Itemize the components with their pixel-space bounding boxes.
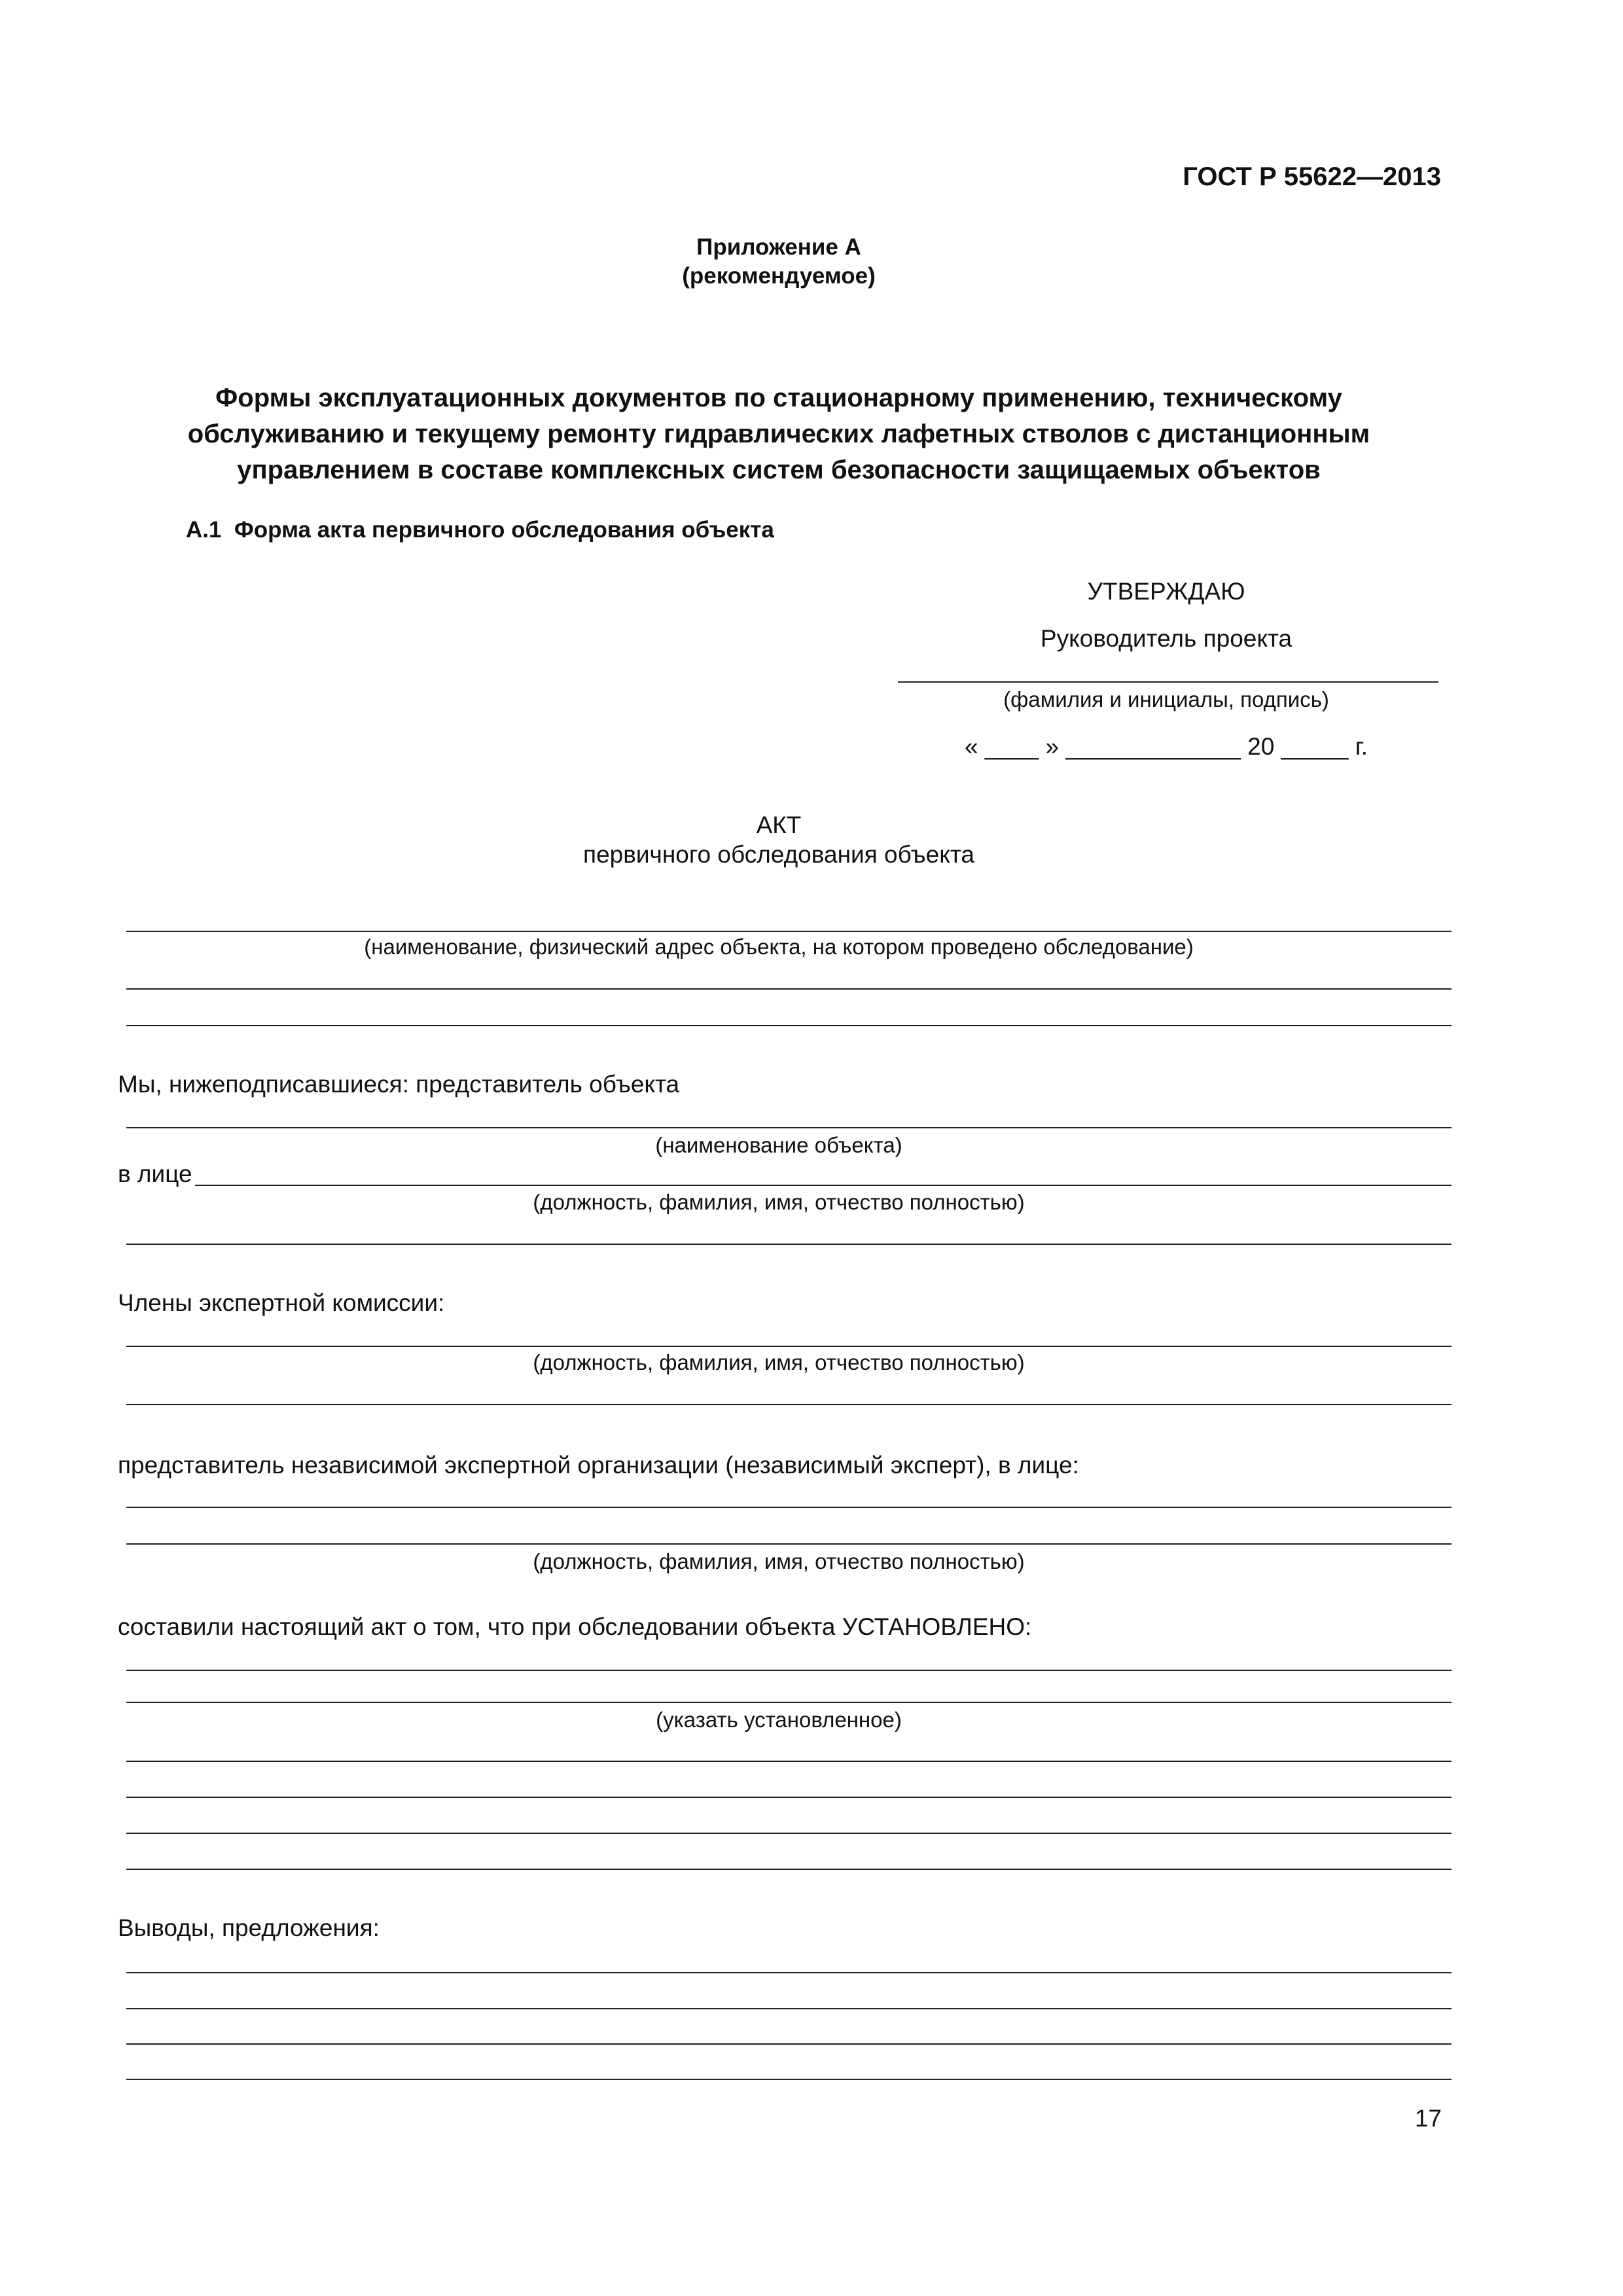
conclusions-line-4[interactable] xyxy=(126,2079,1452,2080)
findings-line-3[interactable] xyxy=(126,1761,1452,1762)
standard-code: ГОСТ Р 55622—2013 xyxy=(1183,162,1441,191)
commission-line-1[interactable] xyxy=(126,1346,1452,1347)
section-heading xyxy=(186,517,774,543)
object-representative-line[interactable] xyxy=(126,1127,1452,1128)
section-number: А.1 xyxy=(186,517,222,543)
findings-line-2[interactable] xyxy=(126,1702,1452,1703)
commission-label: Члены экспертной комиссии: xyxy=(118,1289,445,1316)
object-name-line[interactable] xyxy=(126,931,1452,932)
approval-signature-line[interactable] xyxy=(898,681,1438,683)
findings-line-1[interactable] xyxy=(126,1670,1452,1671)
findings-label: составили настоящий акт о том, что при обследовании объекта УСТАНОВЛЕНО: xyxy=(118,1613,1032,1640)
section-title: Форма акта первичного обследования объекта xyxy=(234,517,774,543)
expert-line-2[interactable] xyxy=(126,1543,1452,1545)
commission-person-caption: (должность, фамилия, имя, отчество полностью) xyxy=(533,1350,1025,1374)
representative-line-2[interactable] xyxy=(126,1244,1452,1245)
act-title: АКТ xyxy=(756,812,802,838)
appendix-title: Приложение А xyxy=(696,234,861,260)
act-subtitle: первичного обследования объекта xyxy=(583,841,974,868)
object-caption: (наименование, физический адрес объекта, на котором проведено обследование) xyxy=(364,935,1194,959)
expert-line-1[interactable] xyxy=(126,1507,1452,1508)
findings-line-5[interactable] xyxy=(126,1833,1452,1834)
page-number: 17 xyxy=(1414,2105,1442,2132)
approval-signature-caption: (фамилия и инициалы, подпись) xyxy=(1003,687,1329,711)
main-title-line-2: обслуживанию и текущему ремонту гидравлических лафетных стволов с дистанционным xyxy=(187,420,1370,448)
expert-label: представитель независимой экспертной организации (независимый эксперт), в лице: xyxy=(118,1452,1079,1479)
in-person-label: в лице xyxy=(118,1160,192,1187)
conclusions-line-1[interactable] xyxy=(126,1972,1452,1973)
representative-person-caption: (должность, фамилия, имя, отчество полностью) xyxy=(533,1190,1025,1214)
conclusions-label: Выводы, предложения: xyxy=(118,1914,380,1941)
object-line-2[interactable] xyxy=(126,988,1452,990)
approval-position: Руководитель проекта xyxy=(1040,625,1293,652)
main-title-line-3: управлением в составе комплексных систем безопасности защищаемых объектов xyxy=(237,456,1321,484)
approval-approve: УТВЕРЖДАЮ xyxy=(1087,578,1245,605)
object-name-caption: (наименование объекта) xyxy=(655,1133,902,1157)
main-title xyxy=(188,380,1370,488)
expert-person-caption: (должность, фамилия, имя, отчество полностью) xyxy=(533,1549,1025,1573)
appendix-status: (рекомендуемое) xyxy=(682,263,876,289)
conclusions-line-3[interactable] xyxy=(126,2043,1452,2045)
in-person-line[interactable] xyxy=(195,1185,1452,1186)
representatives-intro: Мы, нижеподписавшиеся: представитель объекта xyxy=(118,1071,680,1098)
conclusions-line-2[interactable] xyxy=(126,2008,1452,2009)
findings-line-4[interactable] xyxy=(126,1797,1452,1798)
object-line-3[interactable] xyxy=(126,1025,1452,1026)
main-title-line-1: Формы эксплуатационных документов по стационарному применению, техническому xyxy=(215,384,1342,412)
commission-line-2[interactable] xyxy=(126,1404,1452,1405)
approval-date-line[interactable]: « ____ » _____________ 20 _____ г. xyxy=(965,733,1368,760)
findings-line-6[interactable] xyxy=(126,1869,1452,1870)
findings-caption: (указать установленное) xyxy=(656,1708,902,1732)
